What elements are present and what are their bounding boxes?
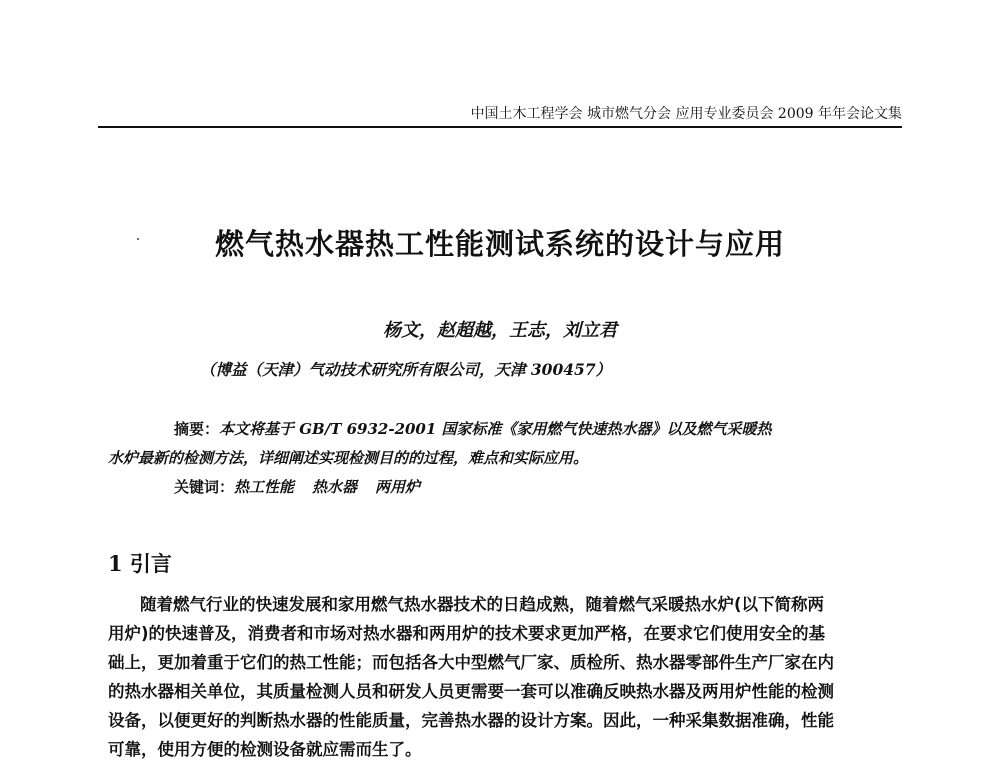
affiliation: （博益（天津）气动技术研究所有限公司，天津 300457）: [200, 360, 612, 379]
keywords-label: 关键词：: [174, 478, 235, 496]
abstract-line-1: [174, 418, 772, 439]
body-line: 础上，更加着重于它们的热工性能；而包括各大中型燃气厂家、质检所、热水器零部件生产厂家在内: [108, 653, 834, 672]
author-list: 杨文，赵超越，王志，刘立君: [383, 320, 617, 341]
body-line: 的热水器相关单位，其质量检测人员和研发人员更需要一套可以准确反映热水器及两用炉性能的检测: [108, 682, 834, 701]
keywords: [174, 476, 420, 497]
running-header: 中国土木工程学会 城市燃气分会 应用专业委员会 2009 年年会论文集: [470, 106, 902, 122]
paper-title: 燃气热水器热工性能测试系统的设计与应用: [214, 227, 785, 261]
abstract-text-2: 水炉最新的检测方法，详细阐述实现检测目的的过程，难点和实际应用。: [108, 449, 589, 467]
abstract-text-1: 本文将基于 GB/T 6932-2001 国家标准《家用燃气快速热水器》以及燃气采暖热: [219, 420, 772, 438]
body-line: 设备，以便更好的判断热水器的性能质量，完善热水器的设计方案。因此，一种采集数据准确，性能: [108, 711, 834, 730]
abstract-label: 摘要：: [174, 420, 220, 438]
body-line: 可靠，使用方便的检测设备就应需而生了。: [108, 740, 422, 759]
keyword-item: 热工性能: [234, 478, 295, 496]
section-heading: 1 引言: [108, 551, 172, 576]
body-line: 随着燃气行业的快速发展和家用燃气热水器技术的日趋成熟，随着燃气采暖热水炉(以下简称两: [140, 595, 825, 614]
abstract-line-2: [108, 447, 588, 468]
section-body: [108, 590, 903, 764]
keyword-item: 两用炉: [375, 478, 421, 496]
header-rule: [98, 126, 902, 128]
body-line: 用炉)的快速普及，消费者和市场对热水器和两用炉的技术要求更加严格，在要求它们使用安全的基: [108, 624, 826, 643]
keyword-item: 热水器: [312, 478, 358, 496]
